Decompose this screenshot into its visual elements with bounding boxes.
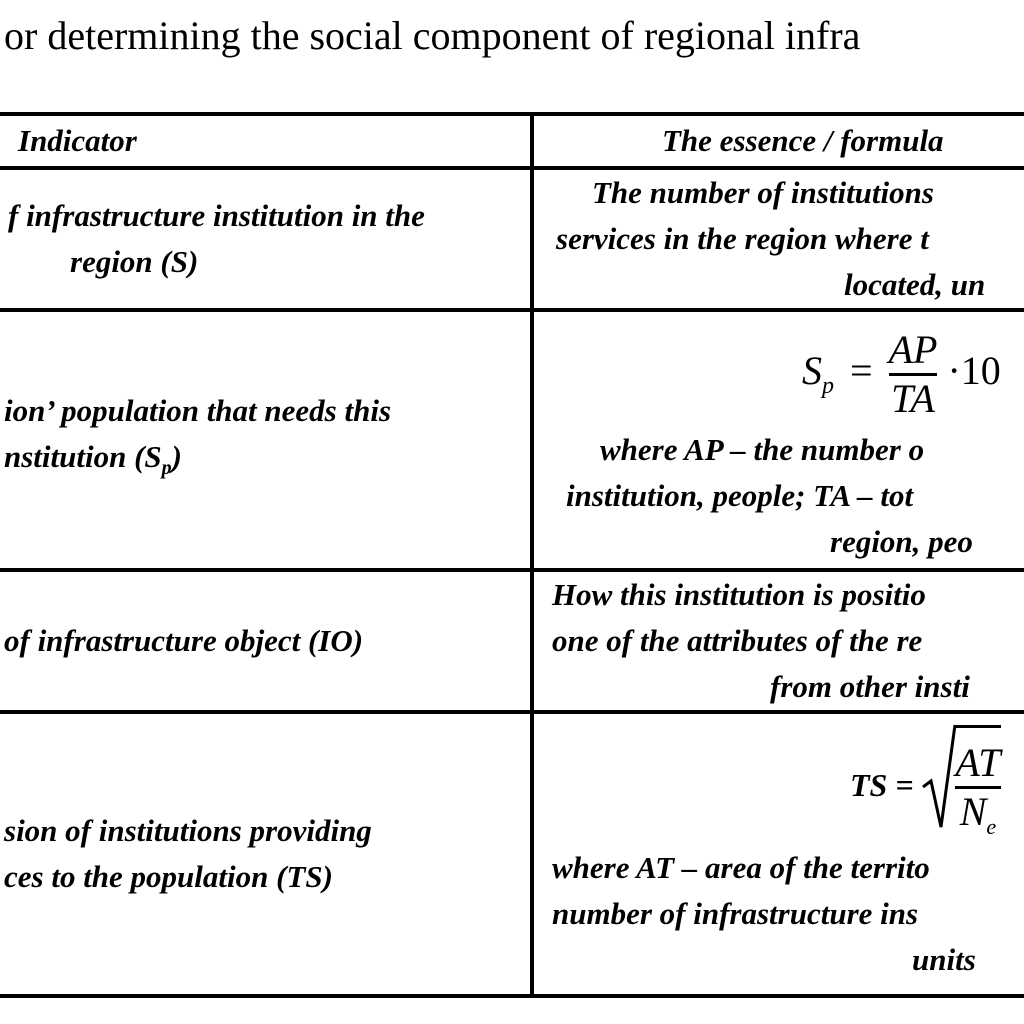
essence-line: units bbox=[912, 942, 976, 977]
essence-line: located, un bbox=[844, 267, 986, 302]
indicator-line: region (S) bbox=[70, 244, 199, 279]
indicator-cell bbox=[0, 168, 532, 310]
table-row bbox=[0, 570, 1024, 712]
indicator-text: nstitution (S bbox=[4, 439, 162, 475]
indicator-subscript: p bbox=[161, 457, 172, 480]
formula-rhs: ·10 bbox=[947, 348, 1001, 393]
indicator-line: of infrastructure object (IO) bbox=[4, 623, 364, 658]
indicator-tail: ) bbox=[171, 439, 182, 475]
radical-sign-icon bbox=[921, 715, 957, 833]
indicator-line bbox=[0, 434, 530, 491]
essence-line: services in the region where t bbox=[556, 221, 929, 256]
essence-cell bbox=[532, 570, 1024, 712]
table-caption: or determining the social component of regional infra bbox=[4, 13, 861, 58]
table-row bbox=[0, 310, 1024, 570]
indicator-line: f infrastructure institution in the bbox=[8, 198, 425, 233]
formula-lhs: S bbox=[802, 348, 822, 393]
formula-equals: = bbox=[850, 348, 873, 393]
essence-line: where AT – area of the territo bbox=[552, 850, 930, 885]
table-row bbox=[0, 712, 1024, 996]
formula-numerator: AT bbox=[955, 740, 1001, 786]
indicators-table bbox=[0, 112, 1024, 998]
formula-fraction bbox=[955, 740, 1000, 850]
header-indicator: Indicator bbox=[0, 114, 532, 168]
table-row bbox=[0, 168, 1024, 310]
indicator-cell bbox=[0, 570, 532, 712]
indicator-line: sion of institutions providing bbox=[4, 813, 372, 848]
formula-numerator: AP bbox=[888, 327, 938, 373]
essence-line: How this institution is positio bbox=[552, 577, 926, 612]
formula-denominator-subscript: e bbox=[986, 814, 997, 840]
square-root-icon bbox=[921, 725, 1000, 852]
essence-line: from other insti bbox=[770, 669, 970, 704]
table-header-row bbox=[0, 114, 1024, 168]
essence-line: institution, people; TA – tot bbox=[566, 478, 914, 513]
indicator-cell bbox=[0, 712, 532, 996]
formula-denominator bbox=[955, 786, 1000, 850]
essence-cell bbox=[532, 712, 1024, 996]
essence-line: one of the attributes of the re bbox=[552, 623, 923, 658]
essence-line: where AP – the number o bbox=[600, 432, 925, 467]
essence-line: The number of institutions bbox=[592, 175, 934, 210]
indicator-line: ion’ population that needs this bbox=[4, 393, 392, 429]
formula-ts bbox=[534, 725, 1024, 845]
essence-cell bbox=[532, 168, 1024, 310]
essence-line: region, peo bbox=[830, 524, 973, 559]
essence-line: number of infrastructure ins bbox=[552, 896, 919, 931]
formula-fraction bbox=[889, 327, 938, 422]
formula-sp bbox=[534, 315, 1024, 427]
formula-lhs: TS = bbox=[850, 767, 914, 803]
header-essence: The essence / formula bbox=[532, 114, 1024, 168]
formula-denominator-text: N bbox=[959, 789, 987, 835]
indicator-cell bbox=[0, 310, 532, 570]
formula-denominator: TA bbox=[889, 373, 938, 422]
formula-lhs-subscript: p bbox=[822, 373, 834, 399]
essence-cell bbox=[532, 310, 1024, 570]
indicator-line: ces to the population (TS) bbox=[4, 859, 333, 894]
